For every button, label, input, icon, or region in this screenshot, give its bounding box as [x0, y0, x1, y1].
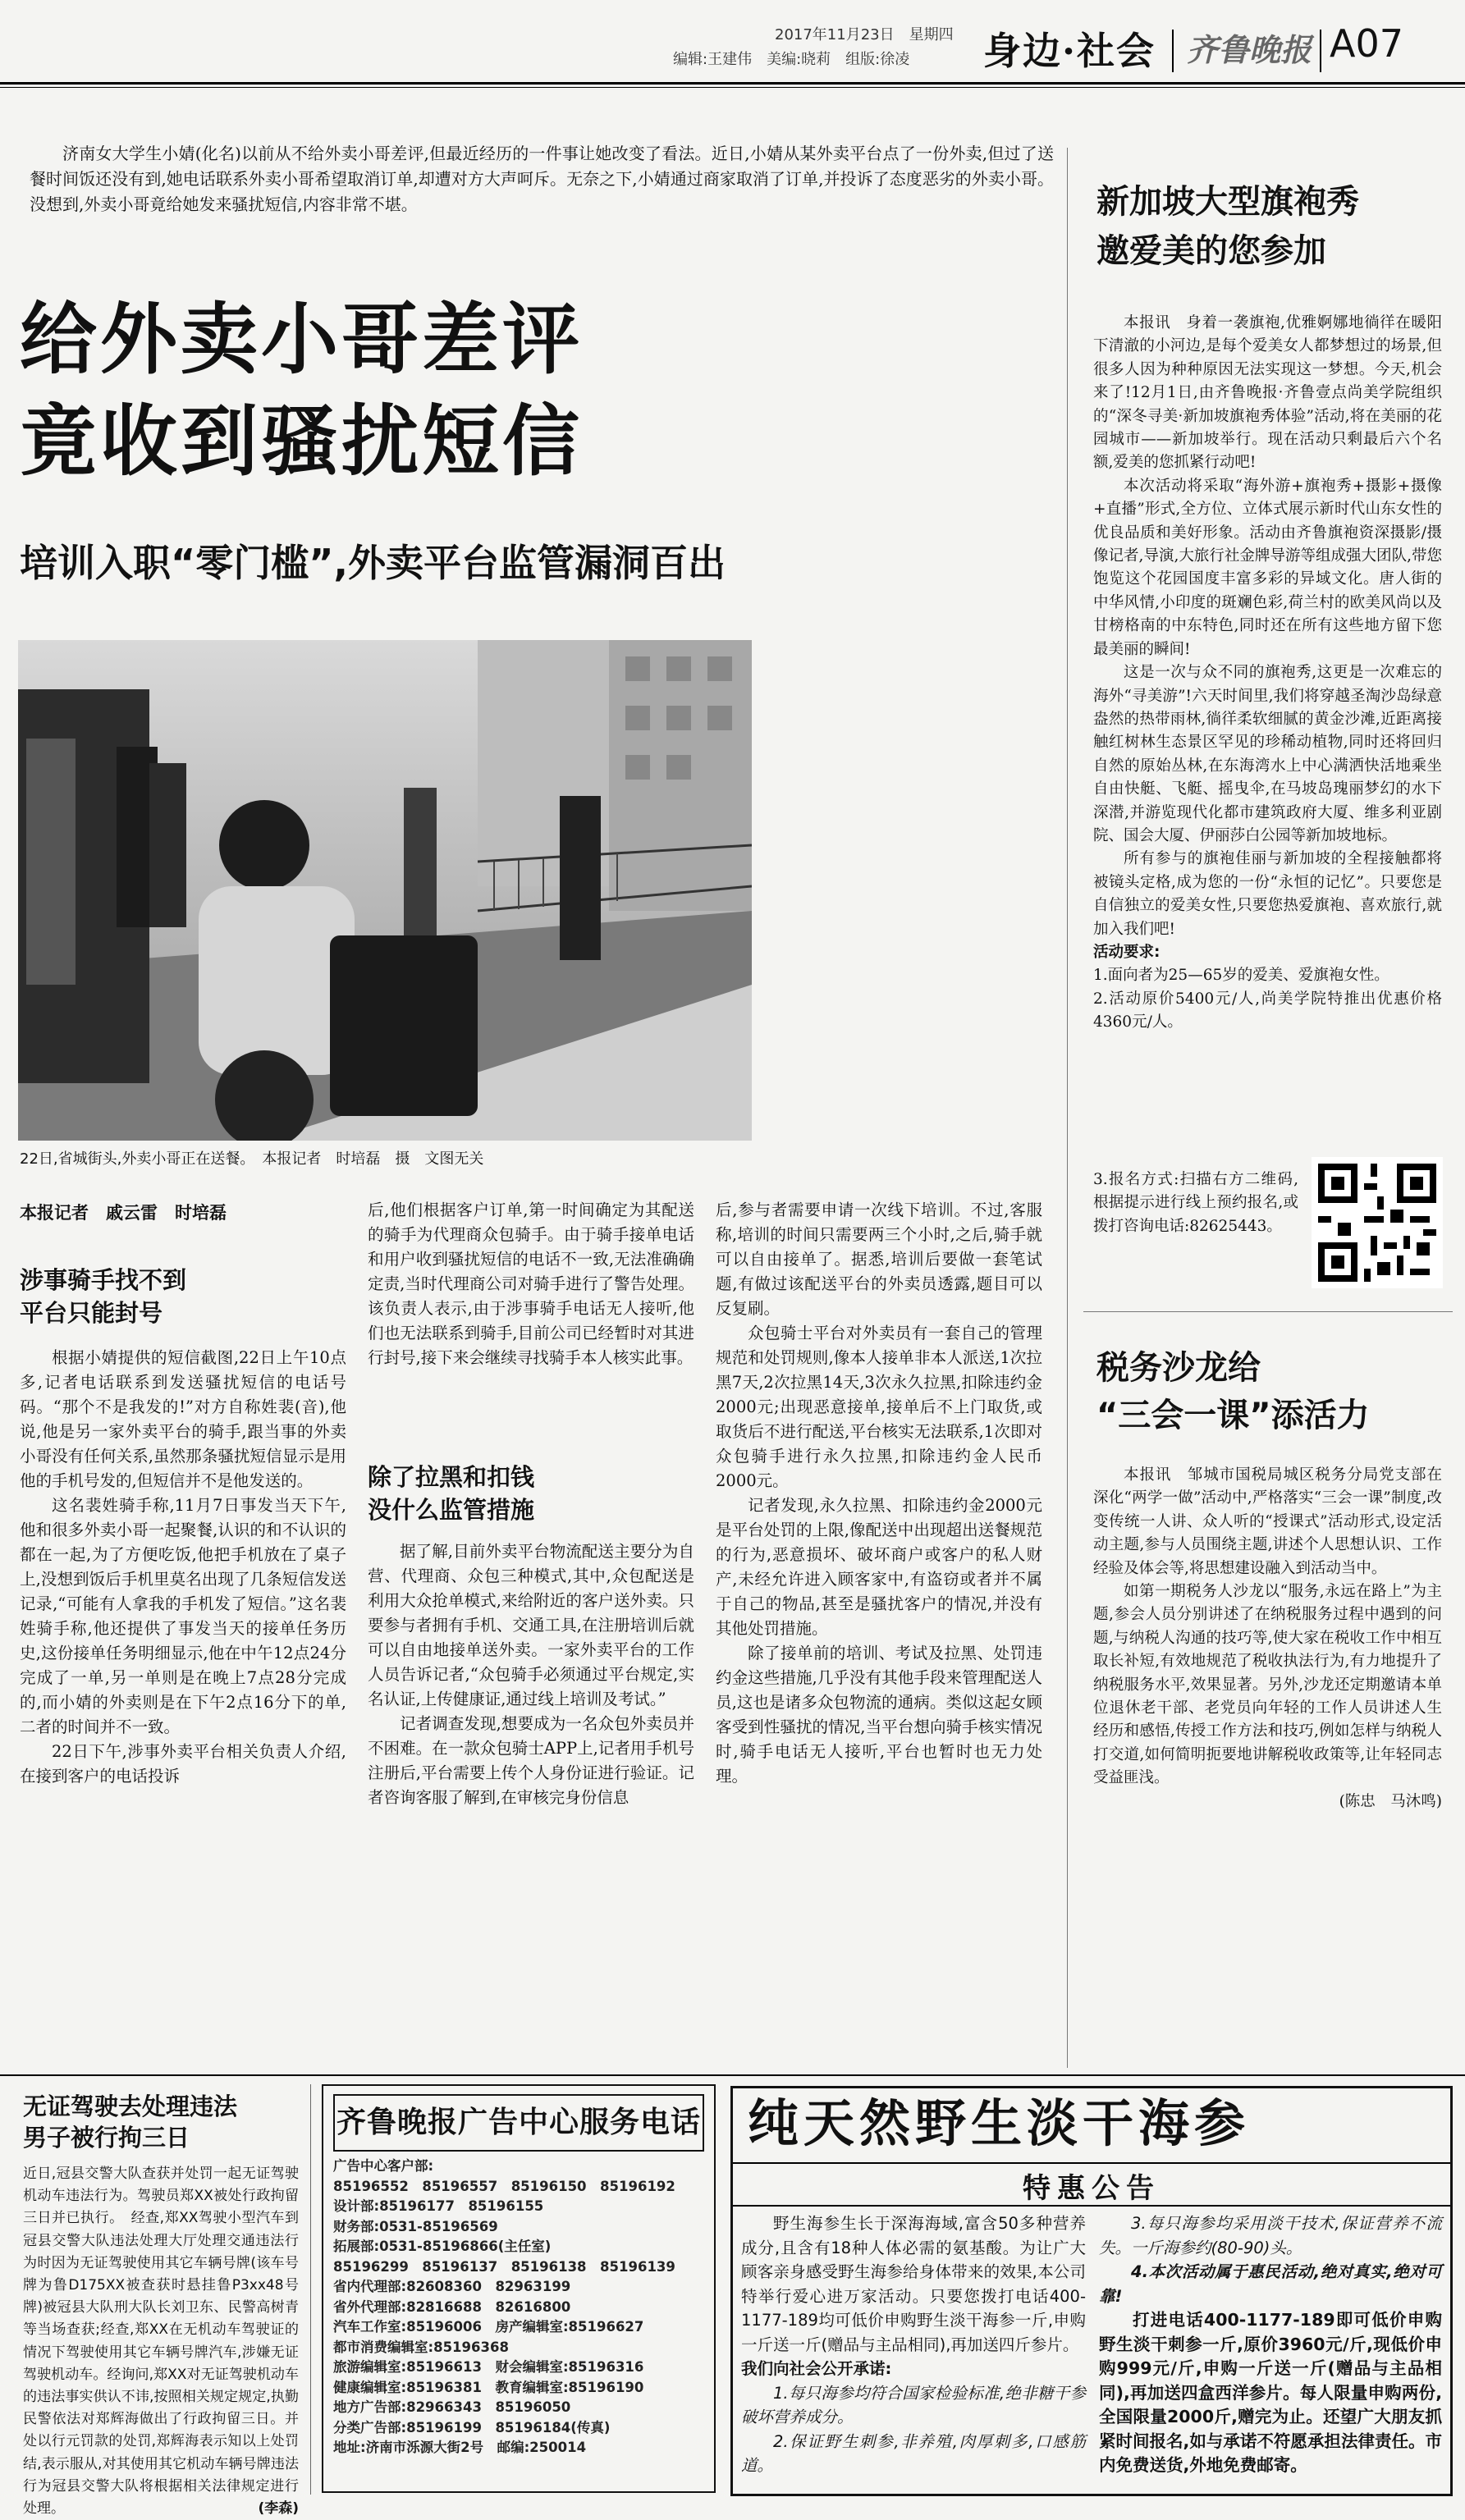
ad3-subtitle: 特惠公告 — [1023, 2172, 1161, 2205]
page-number: A07 — [1330, 21, 1404, 66]
section-title: 身边·社会 — [983, 29, 1156, 73]
ad2-phone-list — [323, 2152, 714, 2458]
byline: 本报记者 戚云雷 时培磊 — [20, 1203, 227, 1223]
news-photo — [18, 640, 752, 1141]
ad1-text: 近日,冠县交警大队查获并处罚一起无证驾驶机动车违法行为。驾驶员郑XX被处行政拘留三日并已执行。 经查,郑XX驾驶小型汽车到冠县交警大队违法处理大厅处理交通违法行为时因为无证驾驶使用其它车辆号牌(该车号牌为鲁D175XX被查获时悬挂鲁P3xx48号牌)被冠县大队刑大队长刘卫东、民警高树青等当场查获;经查,郑XX在无机动车驾驶证的情况下驾驶使用其它车辆号牌汽车,涉嫌无证驾驶机动车。经询问,郑XX对无证驾驶机动车的违法事实供认不讳,按照相关规定规定,执勤民警依法对郑辉海做出了行政拘留三日。并处以行元罚款的处罚,郑辉海表示知以上处罚结,表示服从,对其使用其它机动车辆号牌违法行为冠县交警大队将根据相关法律规定进行处理。 (李森) — [23, 2166, 299, 2518]
paper-logo: 齐鲁晚报 — [1187, 31, 1312, 68]
qr-code[interactable] — [1312, 1157, 1443, 1288]
ad3-left: 野生海参生长于深海海域,富含50多种营养成分,且含有18种人体必需的氨基酸。为让广大顾客亲身感受野生海参给身体带来的效果,本公司特举行爱心进万家活动。只要您拨打电话400-1177-189均可低价申购野生淡干海参一斤,申购一斤送一斤(赠品与主品相同),再加送四斤参片。 我们向社会公开承诺: 1.每只海参均符合国家检验标准,绝非糖干参破坏营养成分。 2.保证野生刺参,非养殖,肉厚刺多,口感筋道。 — [741, 2214, 1086, 2475]
ad2-line: 85196299 85196137 85196138 85196139 — [333, 2258, 675, 2275]
signup-text: 3.报名方式:扫描右方二维码,根据提示进行线上预约报名,或拨打咨询电话:82625443。 — [1093, 1171, 1298, 1235]
column-2: 后,他们根据客户订单,第一时间确定为其配送的骑手为代理商众包骑手。由于骑手接单电话和用户收到骚扰短信的电话不一致,无法准确确定责,当时代理商公司对骑手进行了警告处理。该负责人表示,由于涉事骑手电话无人接听,他们也无法联系到骑手,目前公司已经暂时对其进行封号,接下来会继续寻找骑手本人核实此事。 — [368, 1201, 694, 1367]
headline-line-1: 给外卖小哥差评 — [20, 295, 584, 385]
ad2-line: 健康编辑室:85196381 教育编辑室:85196190 — [333, 2379, 644, 2395]
ad2-line: 汽车工作室:85196006 房产编辑室:85196627 — [333, 2319, 644, 2335]
ad1-headline: 无证驾驶去处理违法 男子被行拘三日 — [23, 2092, 238, 2152]
ad3-right: 3.每只海参均采用淡干技术,保证营养不流失。一斤海参约(80-90)头。 4.本次活动属于惠民活动,绝对真实,绝对可靠! 打进电话400-1177-189即可低价申购野生淡干刺参一斤,原价3960元/斤,现低价申购999元/斤,申购一斤送一斤(赠品与主品相同),再加送四盒西洋参片。每人限量申购两份,全国限量2000斤,赠完为止。还望广大朋友抓紧时间报名,如与承诺不符愿承担法律责任。市内免费送货,外地免费邮寄。 — [1099, 2214, 1442, 2475]
ad3-box — [730, 2086, 1453, 2496]
subhead-2: 除了拉黑和扣钱 没什么监管措施 — [368, 1463, 535, 1524]
column-1: 根据小婧提供的短信截图,22日上午10点多,记者电话联系到发送骚扰短信的电话号码。“那个不是我发的!”对方自称姓裴(音),他说,他是另一家外卖平台的骑手,跟当事的外卖小哥没有任何关系,虽然那条骚扰短信显示是用他的手机号发的,但短信并不是他发送的。 这名裴姓骑手称,11月7日事发当天下午,他和很多外卖小哥一起聚餐,认识的和不认识的都在一起,为了方便吃饭,他把手机放在了桌子上,没想到饭后手机里莫名出现了几条短信发送记录,“可能有人拿我的手机发了短信。”这名裴姓骑手称,他还提供了事发当天的接单任务历史,这份接单任务明细显示,他在中午12点24分完成了一单,另一单则是在晚上7点28分完成的,而小婧的外卖则是在下午2点16分下的单,二者的时间并不一致。 22日下午,涉事外卖平台相关负责人介绍,在接到客户的电话投诉 — [20, 1348, 346, 1786]
ad2-line: 省外代理部:82816688 82616800 — [333, 2298, 571, 2315]
photo-caption: 22日,省城街头,外卖小哥正在送餐。 本报记者 时培磊 摄 文图无关 — [20, 1150, 484, 1168]
header-editors: 编辑:王建伟 美编:晓莉 组版:徐凌 — [673, 51, 910, 68]
ad3-title: 纯天然野生淡干海参 — [748, 2093, 1251, 2153]
ad2-line: 85196552 85196557 85196150 85196192 — [333, 2178, 675, 2194]
right-headline-2: 税务沙龙给 “三会一课”添活力 — [1096, 1349, 1370, 1434]
ad2-line: 拓展部:0531-85196866(主任室) — [333, 2239, 552, 2254]
subheadline: 培训入职“零门槛”,外卖平台监管漏洞百出 — [20, 541, 726, 585]
ad2-line: 设计部:85196177 85196155 — [333, 2198, 544, 2214]
right-article-1: 本报讯 身着一袭旗袍,优雅婀娜地徜徉在暖阳下清澈的小河边,是每个爱美女人都梦想过的场景,但很多人因为种种原因无法实现这一梦想。今天,机会来了!12月1日,由齐鲁晚报·齐鲁壹点尚美学院组织的“深冬寻美·新加坡旗袍秀体验”活动,将在美丽的花园城市——新加坡举行。现在活动只剩最后六个名额,爱美的您抓紧行动吧! 本次活动将采取“海外游+旗袍秀+摄影+摄像+直播”形式,全方位、立体式展示新时代山东女性的优良品质和美好形象。活动由齐鲁旗袍资深摄影/摄像记者,导演,大旅行社金牌导游等组成强大团队,带您饱览这个花园国度丰富多彩的异域文化。唐人街的中华风情,小印度的斑斓色彩,荷兰村的欧美风尚以及甘榜格南的中东特色,同时还在所有这些地方留下您最美丽的瞬间! 这是一次与众不同的旗袍秀,这更是一次难忘的海外“寻美游”!六天时间里,我们将穿越圣淘沙岛绿意盎然的热带雨林,徜徉柔软细腻的黄金沙滩,近距离接触红树林生态景区罕见的珍稀动植物,同时还将回归自然的原始丛林,在东海湾水上中心满洒快活地乘坐自由快艇、飞艇、摇曳伞,在马坡岛瑰丽梦幻的水下深潜,并游览现代化都市建筑政府大厦、维多利亚剧院、国会大厦、伊丽莎白公园等新加坡地标。 所有参与的旗袍佳丽与新加坡的全程接触都将被镜头定格,成为您的一份“永恒的记忆”。只要您是自信独立的爱美女性,只要您热爱旗袍、喜欢旅行,就加入我们吧! 活动要求: 1.面向者为25—65岁的爱美、爱旗袍女性。 2.活动原价5400元/人,尚美学院特推出优惠价格4360元/人。 — [1093, 314, 1442, 1031]
ad2-box — [322, 2084, 716, 2493]
ad2-line: 广告中心客户部: — [333, 2158, 434, 2174]
ad2-title: 齐鲁晚报广告中心服务电话 — [333, 2094, 704, 2152]
ad2-line: 省内代理部:82608360 82963199 — [333, 2279, 571, 2294]
ad2-line: 分类广告部:85196199 85196184(传真) — [333, 2419, 611, 2435]
right-headline-1: 新加坡大型旗袍秀 邀爱美的您参加 — [1096, 183, 1359, 270]
column-3: 后,参与者需要申请一次线下培训。不过,客服称,培训的时间只需要两三个小时,之后,骑手就可以自由接单了。据悉,培训后要做一套笔试题,有做过该配送平台的外卖员透露,题目可以反复刷。 众包骑士平台对外卖员有一套自己的管理规范和处罚规则,像本人接单非本人派送,1次拉黑7天,2次拉黑14天,3次永久拉黑,扣除违约金2000元;出现恶意接单,接单后不上门取货,或取货后不进行配送,平台核实无法联系,1次即对众包骑手进行永久拉黑,扣除违约金人民币2000元。 记者发现,永久拉黑、扣除违约金2000元是平台处罚的上限,像配送中出现超出送餐规范的行为,恶意损坏、破坏商户或客户的私人财产,未经允许进入顾客家中,有盗窃或者并不属于自己的物品,甚至是骚扰客户的情况,并没有其他处罚措施。 除了接单前的培训、考试及拉黑、处罚违约金这些措施,几乎没有其他手段来管理配送人员,这也是诸多众包物流的通病。类似这起女顾客受到性骚扰的情况,当平台想向骑手核实情况时,骑手电话无人接听,平台也暂时也无力处理。 — [716, 1201, 1042, 1786]
right-article-2: 本报讯 邹城市国税局城区税务分局党支部在深化“两学一做”活动中,严格落实“三会一课”制度,改变传统一人讲、众人听的“授课式”活动形式,设定活动主题,参与人员围绕主题,讲述个人思想认识、工作经验及体会等,将思想建设融入到活动当中。 如第一期税务人沙龙以“服务,永远在路上”为主题,参会人员分别讲述了在纳税服务过程中遇到的问题,与纳税人沟通的技巧等,使大家在税收工作中相互取长补短,有效地规范了税收执法行为,有力地提升了纳税服务水平,效果显著。另外,沙龙还定期邀请本单位退休老干部、老党员向年轻的工作人员讲述人生经历和感悟,传授工作方法和技巧,例如怎样与纳税人打交道,如何简明扼要地讲解税收政策等,让年轻同志受益匪浅。 (陈忠 马沐鸣) — [1093, 1466, 1442, 1810]
headline-line-2: 竟收到骚扰短信 — [20, 397, 584, 487]
subhead-1: 涉事骑手找不到 平台只能封号 — [20, 1266, 187, 1327]
header-date: 2017年11月23日 星期四 — [775, 26, 954, 43]
ad2-line: 地方广告部:82966343 85196050 — [333, 2399, 571, 2415]
ad2-line: 旅游编辑室:85196613 财会编辑室:85196316 — [333, 2359, 644, 2375]
ad2-line: 地址:济南市泺源大街2号 邮编:250014 — [333, 2440, 587, 2455]
ad2-line: 财务部:0531-85196569 — [333, 2218, 498, 2234]
lead-intro: 济南女大学生小婧(化名)以前从不给外卖小哥差评,但最近经历的一件事让她改变了看法。近日,小婧从某外卖平台点了一份外卖,但过了送餐时间饭还没有到,她电话联系外卖小哥希望取消订单,却遭对方大声呵斥。无奈之下,小婧通过商家取消了订单,并投诉了态度恶劣的外卖小哥。没想到,外卖小哥竟给她发来骚扰短信,内容非常不堪。 — [30, 144, 1054, 214]
column-2-continued: 据了解,目前外卖平台物流配送主要分为自营、代理商、众包三种模式,其中,众包配送是利用大众抢单模式,来给附近的客户送外卖。只要参与者拥有手机、交通工具,在注册培训后就可以自由地接单送外卖。一家外卖平台的工作人员告诉记者,“众包骑手必须通过平台规定,实名认证,上传健康证,通过线上培训及考试。” 记者调查发现,想要成为一名众包外卖员并不困难。在一款众包骑士APP上,记者用手机号注册后,平台需要上传个人身份证进行验证。记者咨询客服了解到,在审核完身份信息 — [368, 1542, 694, 1807]
ad2-line: 都市消费编辑室:85196368 — [333, 2339, 509, 2355]
